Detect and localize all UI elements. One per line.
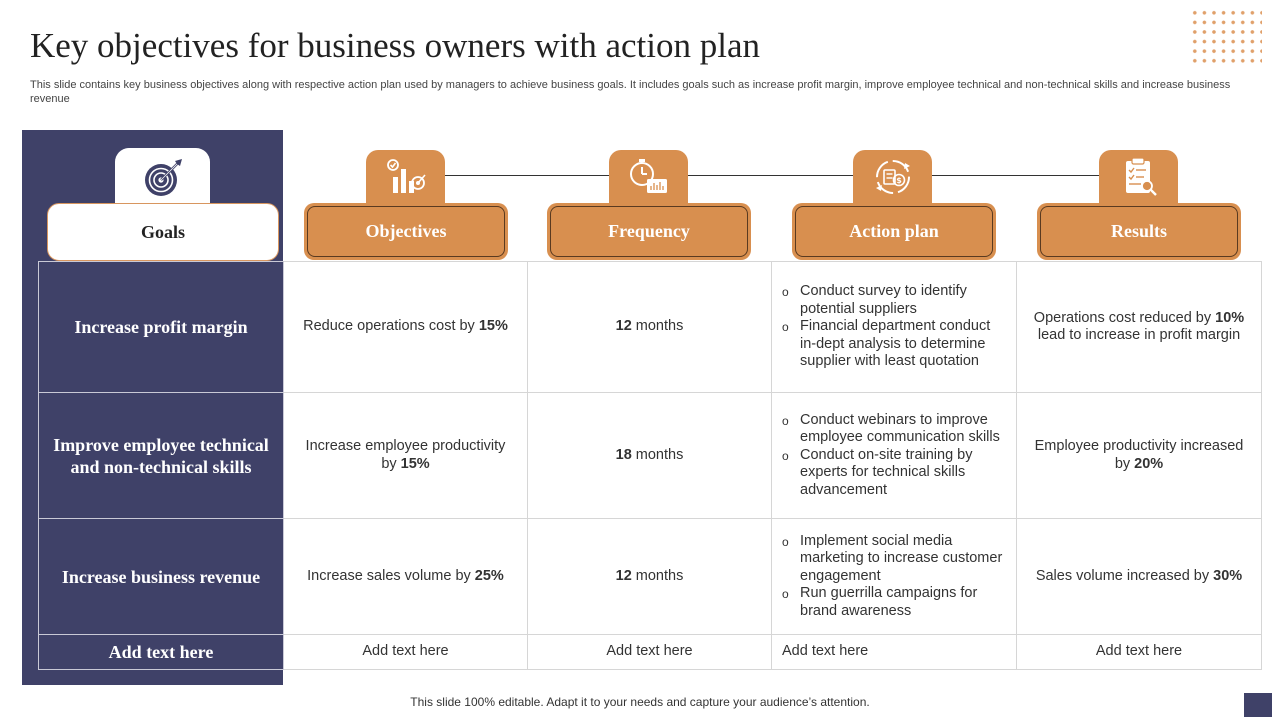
objective-placeholder-cell: Add text here <box>284 635 528 670</box>
frequency-cell: 12 months <box>528 519 772 635</box>
decorative-dot-grid <box>1190 8 1262 68</box>
table-row <box>39 262 1262 393</box>
goal-placeholder-cell: Add text here <box>39 635 284 670</box>
goal-cell: Increase profit margin <box>39 262 284 393</box>
clipboard-checklist-icon <box>1119 156 1159 198</box>
money-cycle-icon <box>872 156 914 198</box>
frequency-cell: 12 months <box>528 262 772 393</box>
results-column-header <box>1037 203 1241 260</box>
page-title: Key objectives for business owners with action plan <box>30 26 760 65</box>
objective-cell: Reduce operations cost by 15% <box>284 262 528 393</box>
action-plan-cell <box>772 393 1017 519</box>
page-subtitle: This slide contains key business objectives along with respective action plan used by managers to achieve business goals. It includes goals such as increase profit margin, improve employee technical and non-technical skills and increase business revenue <box>30 79 1231 105</box>
list-item: o Financial department conduct in-dept analysis to determine supplier with least quotation <box>782 318 1008 371</box>
action-placeholder-cell: Add text here <box>772 635 1017 670</box>
goals-icon-box <box>115 148 210 208</box>
goal-cell: Increase business revenue <box>39 519 284 635</box>
goal-cell: Improve employee technical and non-technical skills <box>39 393 284 519</box>
target-dart-icon <box>142 157 184 199</box>
list-item: o Run guerrilla campaigns for brand awareness <box>782 585 1008 620</box>
goals-column-header: Goals <box>47 203 279 261</box>
objectives-icon-tab <box>366 150 445 204</box>
objectives-column-header <box>304 203 508 260</box>
svg-text:$: $ <box>895 176 902 185</box>
result-placeholder-cell: Add text here <box>1017 635 1262 670</box>
list-item: o Conduct survey to identify potential suppliers <box>782 283 1008 318</box>
frequency-cell: 18 months <box>528 393 772 519</box>
placeholder-row <box>39 635 1262 670</box>
results-header-label: Results <box>1040 206 1238 257</box>
action-plan-column-header <box>792 203 996 260</box>
bar-chart-check-icon <box>385 157 427 197</box>
header-connector-line <box>405 175 1140 176</box>
list-item: o Conduct webinars to improve employee communication skills <box>782 412 1008 447</box>
result-cell: Sales volume increased by 30% <box>1017 519 1262 635</box>
action-plan-cell <box>772 262 1017 393</box>
frequency-icon-tab <box>609 150 688 204</box>
table-row <box>39 519 1262 635</box>
result-cell: Operations cost reduced by 10% lead to increase in profit margin <box>1017 262 1262 393</box>
objective-cell: Increase employee productivity by 15% <box>284 393 528 519</box>
list-item: o Implement social media marketing to increase customer engagement <box>782 533 1008 586</box>
objective-cell: Increase sales volume by 25% <box>284 519 528 635</box>
list-item: o Conduct on-site training by experts for technical skills advancement <box>782 447 1008 500</box>
action-plan-cell <box>772 519 1017 635</box>
objectives-table <box>38 261 1262 670</box>
results-icon-tab <box>1099 150 1178 204</box>
frequency-column-header <box>547 203 751 260</box>
corner-accent-block <box>1244 693 1272 717</box>
frequency-header-label: Frequency <box>550 206 748 257</box>
result-cell: Employee productivity increased by 20% <box>1017 393 1262 519</box>
action-plan-header-label: Action plan <box>795 206 993 257</box>
table-row <box>39 393 1262 519</box>
frequency-placeholder-cell: Add text here <box>528 635 772 670</box>
action-plan-icon-tab <box>853 150 932 204</box>
stopwatch-icon <box>627 157 671 197</box>
footer-note: This slide 100% editable. Adapt it to your needs and capture your audience’s attention. <box>410 695 870 709</box>
objectives-header-label: Objectives <box>307 206 505 257</box>
